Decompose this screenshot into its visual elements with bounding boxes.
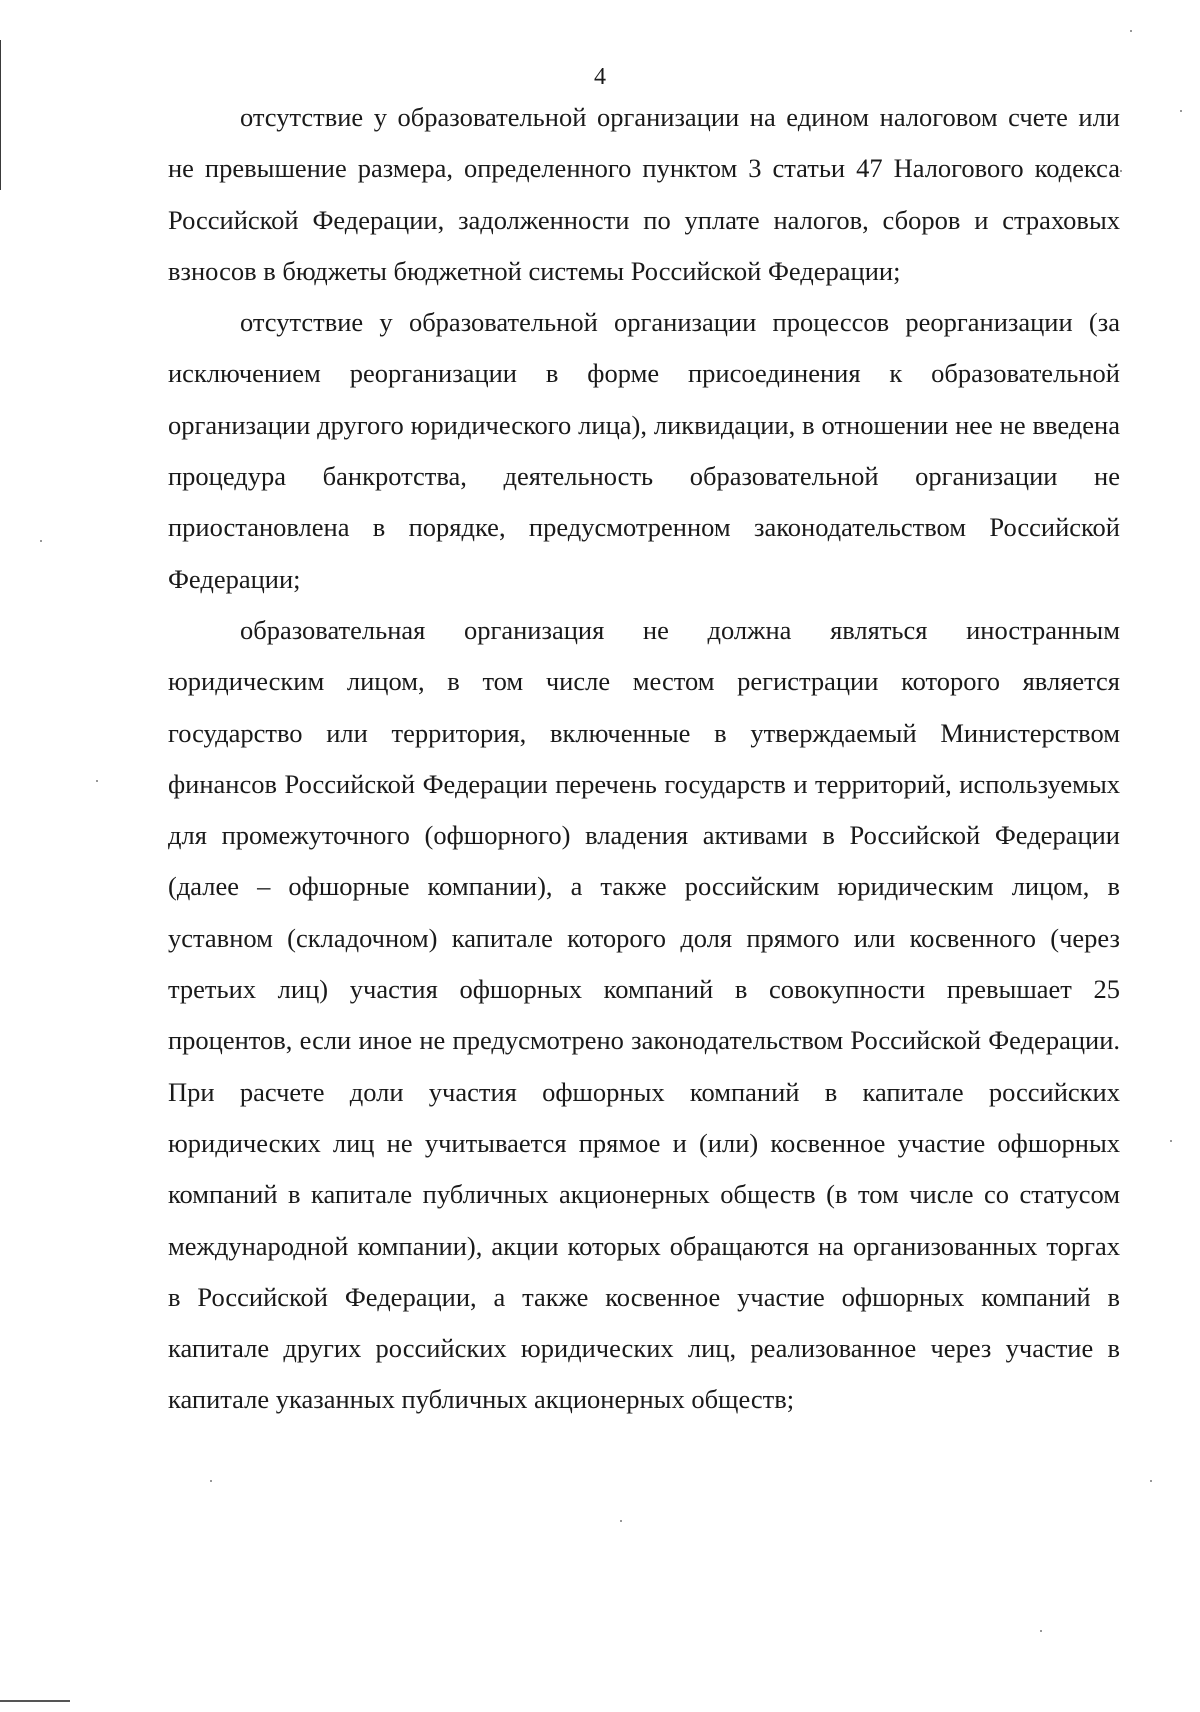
- scan-speck: [1130, 30, 1132, 32]
- scan-speck: [1180, 110, 1182, 112]
- paragraph-offshore: образовательная организация не должна являться иностранным юридическим лицом, в том числе местом регистрации которого является государство или территория, включенные в утверждаемый Министерством финансов Российской Федерации перечень государств и территорий, используемых для промежуточного (офшорного) владения активами в Российской Федерации (далее – офшорные компании), а также российским юридическим лицом, в уставном (складочном) капитале которого доля прямого или косвенного (через третьих лиц) участия офшорных компаний в совокупности превышает 25 процентов, если иное не предусмотрено законодательством Российской Федерации. При расчете доли участия офшорных компаний в капитале российских юридических лиц не учитывается прямое и (или) косвенное участие офшорных компаний в капитале публичных акционерных обществ (в том числе со статусом международной компании), акции которых обращаются на организованных торгах в Российской Федерации, а также косвенное участие офшорных компаний в капитале других российских юридических лиц, реализованное через участие в капитале указанных публичных акционерных обществ;: [168, 614, 1120, 1415]
- paragraph-reorganization: отсутствие у образовательной организации процессов реорганизации (за исключением реорганизации в форме присоединения к образовательной организации другого юридического лица), ликвидации, в отношении нее не введена процедура банкротства, деятельность образовательной организации не приостановлена в порядке, предусмотренном законодательством Российской Федерации;: [168, 307, 1120, 594]
- scan-edge-mark: [0, 1700, 70, 1702]
- document-body: [168, 92, 1120, 1426]
- scan-speck: [620, 1520, 622, 1522]
- scan-speck: [96, 780, 98, 782]
- scan-speck: [210, 1480, 212, 1482]
- scan-speck: [1120, 170, 1122, 172]
- page-number: 4: [594, 64, 606, 90]
- scan-speck: [1150, 1480, 1152, 1482]
- scan-speck: [1040, 1630, 1042, 1632]
- scan-speck: [40, 540, 42, 542]
- paragraph-tax-debt: отсутствие у образовательной организации на едином налоговом счете или не превышение размера, определенного пунктом 3 статьи 47 Налогового кодекса Российской Федерации, задолженности по уплате налогов, сборов и страховых взносов в бюджеты бюджетной системы Российской Федерации;: [168, 102, 1120, 286]
- scan-speck: [1170, 1140, 1172, 1142]
